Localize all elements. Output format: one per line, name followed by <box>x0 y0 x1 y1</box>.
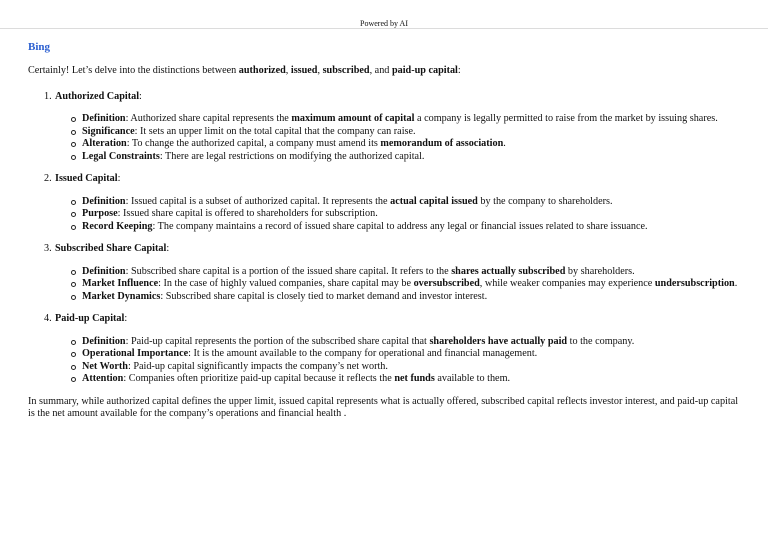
list-item <box>82 126 740 139</box>
section-heading: 3. Subscribed Share Capital: <box>44 243 170 254</box>
bullet-icon <box>71 200 76 205</box>
summary-paragraph: In summary, while authorized capital defines the upper limit, issued capital represents what is actually offered, subscribed capital reflects investor interest, and paid-up capital is the net amount available for the company’s operations and financial health . <box>28 395 739 419</box>
intro-term-subscribed: subscribed <box>322 65 370 76</box>
list-item <box>82 291 740 304</box>
item-emphasis: maximum amount of capital <box>291 113 415 124</box>
item-text: : Issued capital is a subset of authorized capital. It represents the <box>125 195 391 207</box>
intro-paragraph <box>28 65 740 78</box>
section-title: Authorized Capital <box>55 90 140 102</box>
item-label: Market Dynamics <box>82 290 161 302</box>
list-item <box>82 266 740 279</box>
section-paid-up-capital <box>44 313 740 386</box>
item-label: Definition <box>82 335 126 347</box>
bullet-icon <box>71 352 76 357</box>
item-label: Legal Constraints <box>82 150 160 162</box>
item-text-end: . <box>734 278 738 289</box>
intro-sep-3: , and <box>369 65 392 76</box>
item-label: Operational Importance <box>82 348 189 359</box>
item-emphasis: shareholders have actually paid <box>429 335 568 347</box>
bullet-icon <box>71 270 76 275</box>
item-label: Net Worth <box>82 360 128 372</box>
bullet-icon <box>71 212 76 217</box>
item-label: Attention <box>82 373 124 384</box>
intro-term-paid-up: paid-up capital <box>391 65 458 76</box>
section-heading: 2. Issued Capital: <box>44 173 121 184</box>
item-emphasis: shares actually subscribed <box>451 265 566 277</box>
item-text: : It sets an upper limit on the total capital that the company can raise. <box>134 125 416 137</box>
answer-content <box>28 60 740 421</box>
bullet-icon <box>71 340 76 345</box>
top-banner <box>0 0 768 29</box>
item-text: : Authorized share capital represents the <box>125 113 292 124</box>
item-label: Purpose <box>82 208 118 219</box>
list-item <box>82 336 740 349</box>
item-text-end: by the company to shareholders. <box>477 195 613 207</box>
bullet-icon <box>71 130 76 135</box>
intro-prefix: Certainly! Let’s delve into the distinctions between <box>28 65 239 76</box>
intro-sep-2: , <box>317 65 323 76</box>
bullet-icon <box>71 282 76 287</box>
list-item <box>82 221 740 234</box>
bullet-icon <box>71 225 76 230</box>
list-item <box>82 373 740 386</box>
item-text: : Companies often prioritize paid-up capital because it reflects the <box>123 373 395 384</box>
item-text: : Subscribed share capital is a portion of the issued share capital. It refers to the <box>125 265 452 277</box>
section-title: Issued Capital <box>55 173 118 184</box>
section-items <box>55 266 740 304</box>
bullet-icon <box>71 295 76 300</box>
item-label: Significance <box>82 125 135 137</box>
powered-by-text: Powered by AI <box>360 19 408 28</box>
item-label: Alteration <box>82 138 127 149</box>
item-text: : In the case of highly valued companies, share capital may be <box>158 278 414 289</box>
list-item <box>82 151 740 164</box>
section-issued-capital <box>44 173 740 233</box>
item-label: Record Keeping <box>82 220 153 232</box>
item-text-end: a company is legally permitted to raise from the market by issuing shares. <box>414 113 718 124</box>
section-heading: 1. Authorized Capital: <box>44 90 142 102</box>
item-text-end: . <box>503 138 506 149</box>
section-title: Paid-up Capital <box>55 313 125 324</box>
section-items <box>55 336 740 386</box>
bullet-icon <box>71 155 76 160</box>
section-items <box>55 113 740 163</box>
item-label: Market Influence <box>82 278 159 289</box>
intro-term-authorized: authorized <box>238 65 286 76</box>
bullet-icon <box>71 365 76 370</box>
item-label: Definition <box>82 195 126 207</box>
section-items <box>55 196 740 234</box>
item-emphasis: memorandum of association <box>380 138 504 149</box>
intro-suffix: : <box>457 65 461 76</box>
bullet-icon <box>71 117 76 122</box>
list-item <box>82 278 740 291</box>
list-item <box>82 361 740 374</box>
item-emphasis: actual capital issued <box>390 195 478 207</box>
item-text-mid: , while weaker companies may experience <box>479 278 655 289</box>
section-authorized-capital <box>44 90 740 164</box>
item-emphasis: net funds <box>394 373 435 384</box>
section-title: Subscribed Share Capital <box>55 243 167 254</box>
item-text: : Subscribed share capital is closely tied to market demand and investor interest. <box>160 290 488 302</box>
intro-sep-1: , <box>285 65 291 76</box>
list-item <box>82 348 740 361</box>
item-text-end: by shareholders. <box>565 265 635 277</box>
item-label: Definition <box>82 113 126 124</box>
item-text-end: available to them. <box>434 373 511 384</box>
intro-term-issued: issued <box>290 65 318 76</box>
bing-brand-label: Bing <box>28 41 51 53</box>
capital-sections-list <box>28 91 740 386</box>
list-item <box>82 138 740 151</box>
item-text: : Paid-up capital significantly impacts the company’s net worth. <box>127 360 388 372</box>
list-item <box>82 208 740 221</box>
section-heading: 4. Paid-up Capital: <box>44 313 128 324</box>
item-text: : There are legal restrictions on modifying the authorized capital. <box>159 150 425 162</box>
item-emphasis-2: undersubscription <box>654 278 735 289</box>
bullet-icon <box>71 142 76 147</box>
item-text: : Issued share capital is offered to shareholders for subscription. <box>117 208 378 219</box>
item-text: : It is the amount available to the company for operational and financial management. <box>188 348 538 359</box>
section-subscribed-share-capital <box>44 243 740 303</box>
list-item <box>82 196 740 209</box>
item-text-end: to the company. <box>567 335 635 347</box>
item-text: : To change the authorized capital, a company must amend its <box>126 138 381 149</box>
item-label: Definition <box>82 265 126 277</box>
bullet-icon <box>71 377 76 382</box>
item-emphasis: oversubscribed <box>413 278 480 289</box>
list-item <box>82 113 740 126</box>
item-text: : Paid-up capital represents the portion of the subscribed share capital that <box>125 335 430 347</box>
item-text: : The company maintains a record of issued share capital to address any legal or financial issues related to share issuance. <box>152 220 648 232</box>
